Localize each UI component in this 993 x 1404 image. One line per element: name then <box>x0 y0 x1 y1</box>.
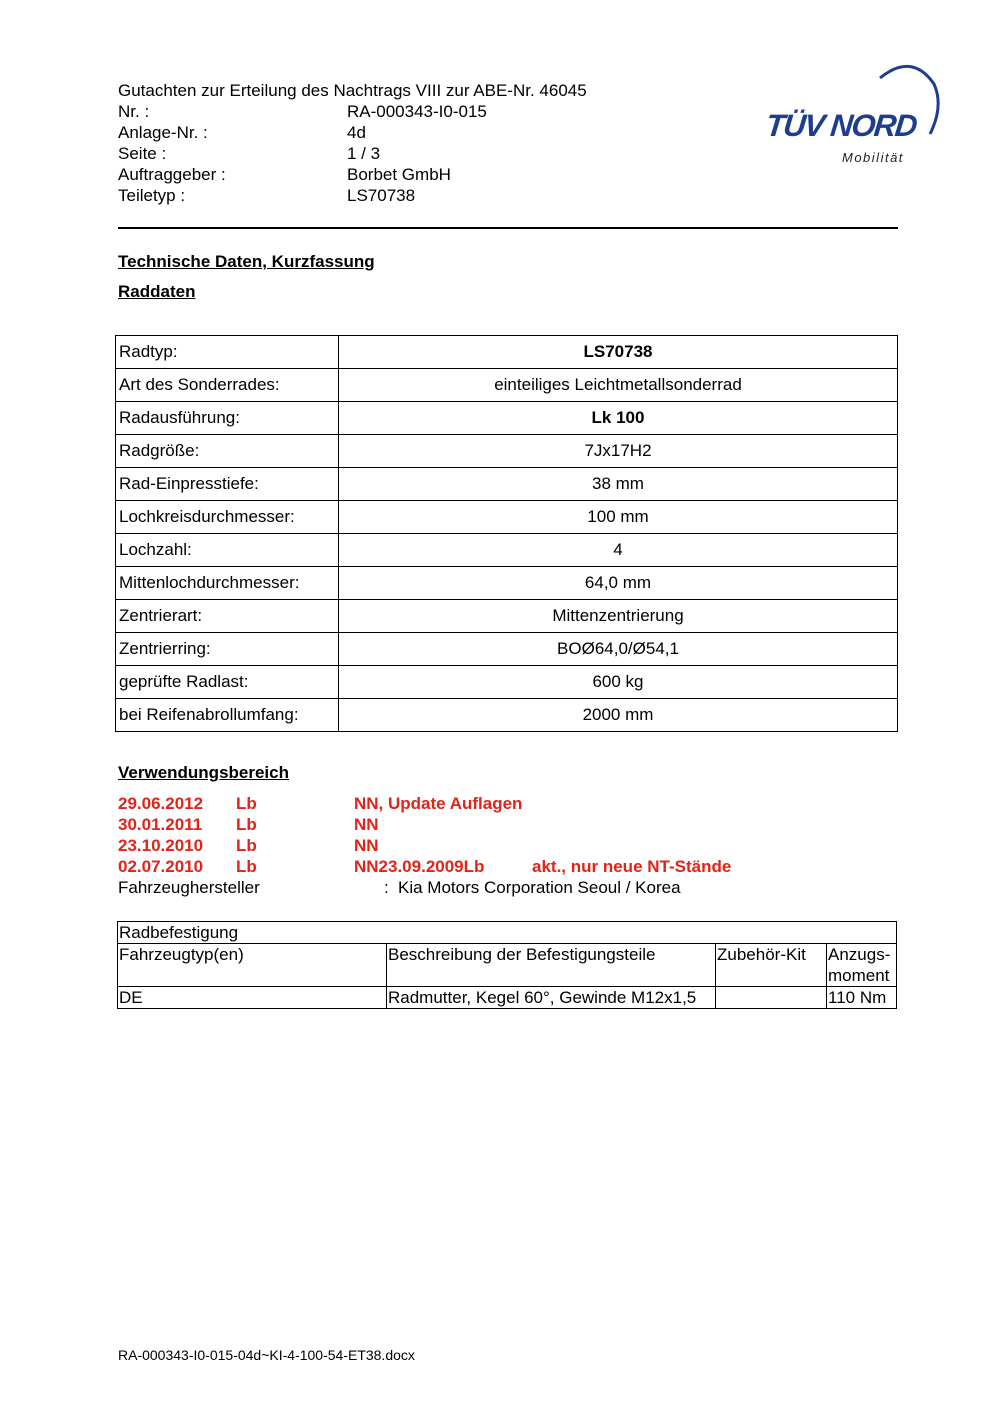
table-row <box>116 699 898 732</box>
section-title-wheel: Raddaten <box>118 282 196 301</box>
field-value: 4d <box>347 123 366 142</box>
field-label: Teiletyp : <box>118 186 186 205</box>
field-label: Auftraggeber : <box>118 165 226 184</box>
manufacturer-sep: : <box>384 878 389 897</box>
header-divider <box>118 227 898 229</box>
row-value: 600 kg <box>339 666 898 699</box>
usage-code: NN23.09.2009Lb <box>354 857 485 876</box>
row-value: 2000 mm <box>339 699 898 732</box>
table-row <box>116 666 898 699</box>
usage-abbr: Lb <box>236 857 257 876</box>
table-row <box>116 468 898 501</box>
logo-subtitle: Mobilität <box>842 150 904 165</box>
row-key: Radgröße: <box>116 435 339 468</box>
usage-abbr: Lb <box>236 794 257 813</box>
usage-date: 02.07.2010 <box>118 857 204 876</box>
manufacturer-value: Kia Motors Corporation Seoul / Korea <box>398 878 681 897</box>
wheel-data-table <box>115 335 898 732</box>
row-value: einteiliges Leichtmetallsonderrad <box>339 369 898 402</box>
field-value: 1 / 3 <box>347 144 381 163</box>
row-key: Rad-Einpresstiefe: <box>116 468 339 501</box>
usage-note <box>532 835 772 856</box>
field-value: RA-000343-I0-015 <box>347 102 487 121</box>
row-value: 38 mm <box>339 468 898 501</box>
mounting-title: Radbefestigung <box>118 922 897 944</box>
kit-cell <box>716 987 827 1009</box>
table-row <box>116 369 898 402</box>
usage-note <box>532 814 772 835</box>
row-key: Radtyp: <box>116 336 339 369</box>
row-value: 64,0 mm <box>339 567 898 600</box>
field-label: Nr. : <box>118 102 150 121</box>
usage-code: NN <box>354 815 379 834</box>
table-row <box>118 922 897 944</box>
table-header-row <box>118 944 897 987</box>
column-header: Beschreibung der Befestigungsteile <box>387 944 716 987</box>
section-title-usage: Verwendungsbereich <box>118 763 289 782</box>
usage-code: NN <box>354 836 379 855</box>
usage-abbr: Lb <box>236 815 257 834</box>
table-row <box>116 600 898 633</box>
list-item <box>118 793 798 814</box>
column-header: Anzugs-moment <box>827 944 897 987</box>
table-row <box>116 435 898 468</box>
row-key: geprüfte Radlast: <box>116 666 339 699</box>
usage-note: akt., nur neue NT-Stände <box>532 857 732 876</box>
usage-code: NN, Update Auflagen <box>354 794 523 813</box>
row-key: Zentrierart: <box>116 600 339 633</box>
row-value: 100 mm <box>339 501 898 534</box>
field-value: LS70738 <box>347 186 416 205</box>
table-row <box>116 336 898 369</box>
row-key: bei Reifenabrollumfang: <box>116 699 339 732</box>
row-key: Zentrierring: <box>116 633 339 666</box>
row-value: LS70738 <box>339 336 898 369</box>
row-key: Radausführung: <box>116 402 339 435</box>
footer-filename: RA-000343-I0-015-04d~KI-4-100-54-ET38.docx <box>118 1347 415 1363</box>
table-row <box>118 987 897 1009</box>
report-header <box>118 80 647 206</box>
usage-abbr: Lb <box>236 836 257 855</box>
list-item <box>118 856 798 877</box>
header-fields <box>118 101 647 206</box>
description-cell: Radmutter, Kegel 60°, Gewinde M12x1,5 <box>387 987 716 1009</box>
row-value: 4 <box>339 534 898 567</box>
table-row <box>116 501 898 534</box>
row-value: Lk 100 <box>339 402 898 435</box>
row-value: BOØ64,0/Ø54,1 <box>339 633 898 666</box>
list-item <box>118 814 798 835</box>
usage-note <box>532 793 772 814</box>
list-item <box>118 835 798 856</box>
section-title-tech: Technische Daten, Kurzfassung <box>118 252 375 271</box>
usage-date: 23.10.2010 <box>118 836 204 855</box>
field-label: Anlage-Nr. : <box>118 123 208 142</box>
report-title: Gutachten zur Erteilung des Nachtrags VIII zur ABE-Nr. 46045 <box>118 81 587 100</box>
row-key: Mittenlochdurchmesser: <box>116 567 339 600</box>
vehicle-type-cell: DE <box>118 987 387 1009</box>
torque-cell: 110 Nm <box>827 987 897 1009</box>
column-header: Fahrzeugtyp(en) <box>118 944 387 987</box>
table-row <box>116 534 898 567</box>
tuv-nord-logo <box>762 58 942 170</box>
row-key: Art des Sonderrades: <box>116 369 339 402</box>
usage-date: 30.01.2011 <box>118 815 203 834</box>
manufacturer-row <box>118 877 798 898</box>
field-label: Seite : <box>118 144 167 163</box>
row-key: Lochkreisdurchmesser: <box>116 501 339 534</box>
table-row <box>116 567 898 600</box>
row-key: Lochzahl: <box>116 534 339 567</box>
manufacturer-label: Fahrzeughersteller <box>118 878 260 897</box>
mounting-table <box>117 921 897 1009</box>
field-value: Borbet GmbH <box>347 165 451 184</box>
table-row <box>116 633 898 666</box>
column-header: Zubehör-Kit <box>716 944 827 987</box>
usage-list <box>118 793 798 898</box>
row-value: 7Jx17H2 <box>339 435 898 468</box>
logo-wordmark: TÜV NORD <box>764 108 918 143</box>
table-row <box>116 402 898 435</box>
usage-date: 29.06.2012 <box>118 794 204 813</box>
row-value: Mittenzentrierung <box>339 600 898 633</box>
